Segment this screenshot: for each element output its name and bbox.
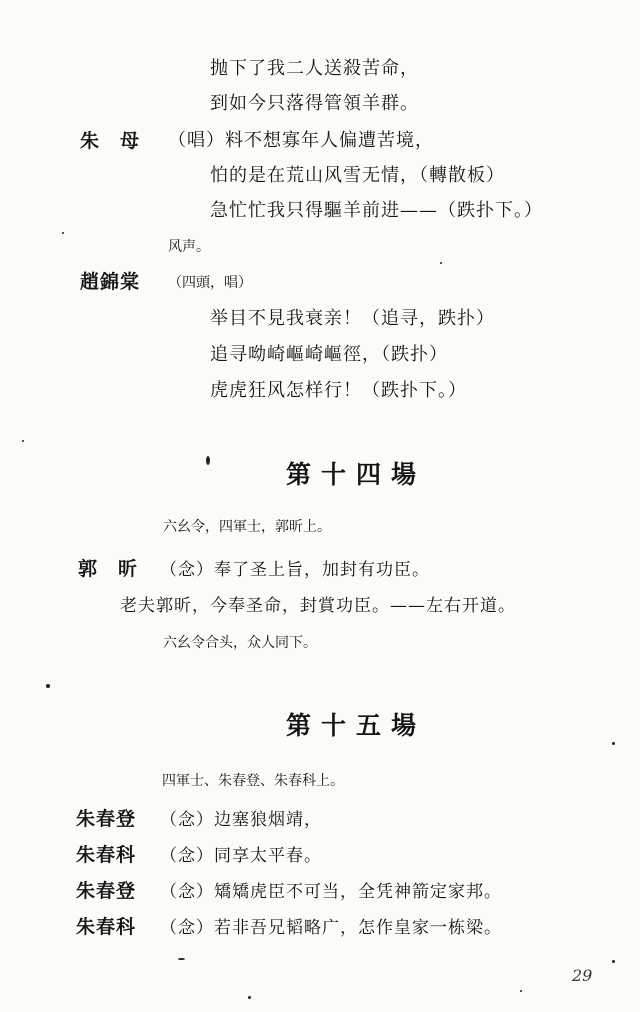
stage-direction: 四軍士、朱春登、朱春科上。 [162,773,344,789]
verse-line: 急忙忙我只得驅羊前进——（跌扑下。） [210,200,543,221]
scan-speck [206,456,210,465]
spoken-line: （念）若非吾兄韬略广，怎作皇家一栋梁。 [160,918,502,938]
stage-direction: 六幺令合头，众人同下。 [163,635,317,651]
scan-speck [440,262,442,264]
verse-line: 举目不見我衰亲！（追寻，跌扑） [210,308,495,329]
stage-direction: 六幺令，四軍士，郭昕上。 [163,519,331,535]
spoken-line: （念）边塞狼烟靖， [160,810,322,830]
speaker-name: 朱春登 [76,808,137,830]
speaker-name: 朱春科 [76,844,137,866]
spoken-line: （念）矯矯虎臣不可当，全凭神箭定家邦。 [160,882,502,902]
scan-speck [520,990,522,992]
spoken-line: （念）同享太平春。 [160,846,322,866]
verse-line: 怕的是在荒山风雪无情，（轉散板） [210,165,505,186]
verse-line: 到如今只落得管領羊群。 [210,93,419,114]
scan-speck [46,684,50,688]
scene-heading: 第十四場 [286,460,427,489]
sung-line: （唱）料不想寡年人偏遭苦境， [168,130,434,151]
scene-heading: 第十五場 [286,711,427,740]
scan-speck [612,742,615,745]
page-number: 29 [572,966,593,985]
verse-line: 追寻呦崎嶇崎嶇徑，（跌扑） [210,344,448,365]
spoken-line: 老夫郭昕，今奉圣命，封賞功臣。——左右开道。 [120,596,516,616]
speaker-name: 趙錦棠 [80,271,141,293]
scan-speck [178,958,185,960]
spoken-line: （念）奉了圣上旨，加封有功臣。 [160,560,430,580]
stage-direction: 风声。 [168,239,210,255]
verse-line: 虎虎狂风怎样行！（跌扑下。） [210,380,467,401]
speaker-name: 朱春登 [76,880,137,902]
scan-speck [22,440,24,442]
scan-speck [62,232,64,234]
speaker-name: 郭 昕 [78,558,139,580]
speaker-name: 朱 母 [80,130,141,152]
verse-line: 抛下了我二人送殺苦命， [210,58,419,79]
scan-speck [248,996,251,999]
stage-direction: （四頭，唱） [168,275,252,291]
speaker-name: 朱春科 [76,916,137,938]
scan-speck [612,960,615,963]
